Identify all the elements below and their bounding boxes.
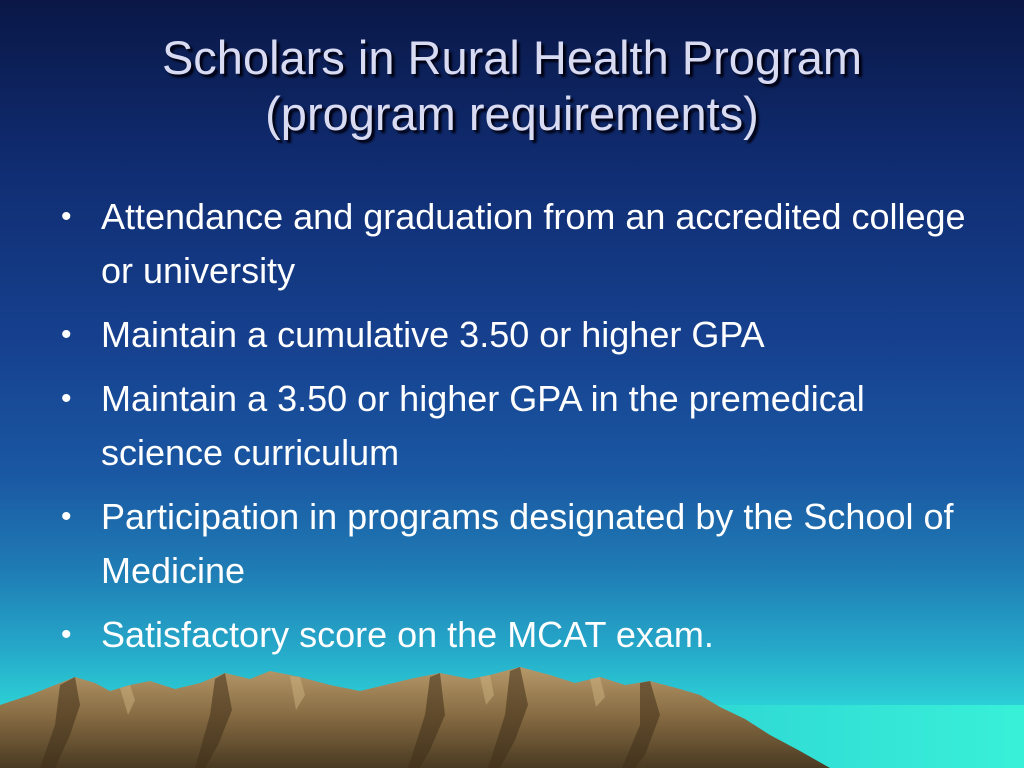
slide-title [40,30,984,142]
bullet-icon: • [61,200,72,233]
requirements-list [55,190,975,672]
list-item [55,372,975,480]
bullet-icon: • [61,618,72,651]
bullet-icon: • [61,500,72,533]
bullet-text: Maintain a cumulative 3.50 or higher GPA [101,314,765,355]
bullet-icon: • [61,382,72,415]
bullet-text: Maintain a 3.50 or higher GPA in the premedical science curriculum [101,378,865,473]
mountain-range-illustration [0,655,1024,768]
list-item [55,608,975,662]
list-item [55,308,975,362]
bullet-text: Attendance and graduation from an accredited college or university [101,196,966,291]
bullet-text: Satisfactory score on the MCAT exam. [101,614,714,655]
list-item [55,190,975,298]
title-line-1: Scholars in Rural Health Program [161,31,863,84]
title-line-2: (program requirements) [265,87,759,140]
list-item [55,490,975,598]
bullet-icon: • [61,318,72,351]
bullet-text: Participation in programs designated by the School of Medicine [101,496,954,591]
